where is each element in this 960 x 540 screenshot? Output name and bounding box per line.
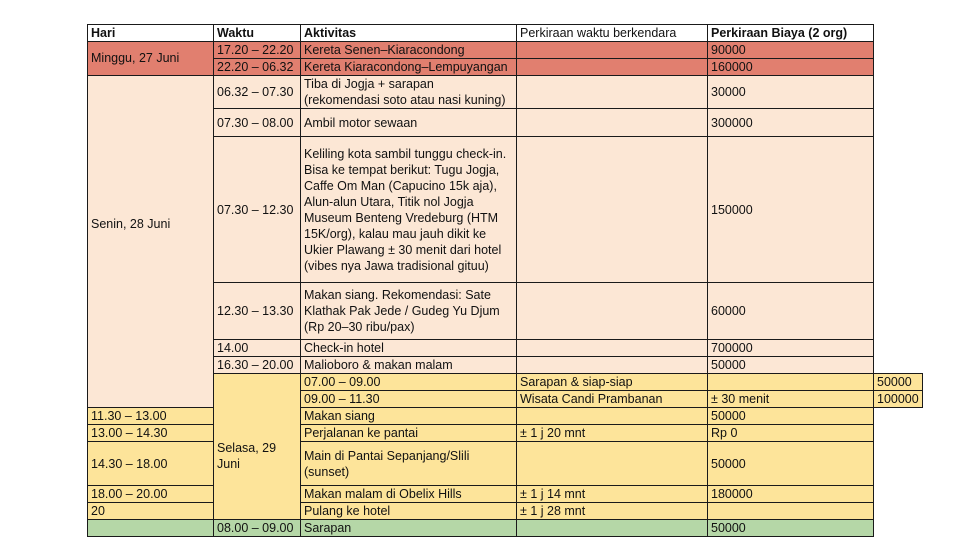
biaya-cell [708,503,874,520]
berkendara-cell: ± 1 j 20 mnt [517,425,708,442]
table-row [88,283,923,340]
table-row [88,76,923,109]
berkendara-cell [517,59,708,76]
waktu-cell: 13.00 – 14.30 [88,425,214,442]
table-row [88,408,923,425]
berkendara-cell [708,374,874,391]
biaya-cell: 60000 [708,283,874,340]
berkendara-cell: ± 1 j 14 mnt [517,486,708,503]
biaya-cell: 180000 [708,486,874,503]
aktivitas-cell: Keliling kota sambil tunggu check-in. Bisa ke tempat berikut: Tugu Jogja, Caffe Om Man (Capucino 15k aja), Alun-alun Utara, Titik nol Jogja Museum Benteng Vredeburg (HTM 15K/org), kalau mau jauh dikit ke Ukier Plawang ± 30 menit dari hotel (vibes nya Jawa tradisional gituu) [301,137,517,283]
header-waktu: Waktu [214,25,301,42]
table-row [88,109,923,137]
day-cell-rabu [88,520,214,537]
berkendara-cell [517,442,708,486]
aktivitas-cell: Wisata Candi Prambanan [517,391,708,408]
berkendara-cell [517,283,708,340]
aktivitas-cell: Malioboro & makan malam [301,357,517,374]
berkendara-cell: ± 30 menit [708,391,874,408]
aktivitas-cell: Kereta Senen–Kiaracondong [301,42,517,59]
aktivitas-cell: Tiba di Jogja + sarapan (rekomendasi soto atau nasi kuning) [301,76,517,109]
berkendara-cell [517,340,708,357]
waktu-cell: 17.20 – 22.20 [214,42,301,59]
waktu-cell: 07.30 – 08.00 [214,109,301,137]
table-row [88,486,923,503]
day-cell-selasa: Selasa, 29 Juni [214,374,301,520]
waktu-cell: 18.00 – 20.00 [88,486,214,503]
biaya-cell: 300000 [708,109,874,137]
aktivitas-cell: Ambil motor sewaan [301,109,517,137]
itinerary-table [87,24,923,537]
biaya-cell: 50000 [708,442,874,486]
table-row [88,340,923,357]
aktivitas-cell: Makan siang. Rekomendasi: Sate Klathak Pak Jede / Gudeg Yu Djum (Rp 20–30 ribu/pax) [301,283,517,340]
biaya-cell: Rp 0 [708,425,874,442]
waktu-cell: 14.30 – 18.00 [88,442,214,486]
berkendara-cell [517,42,708,59]
waktu-cell: 07.00 – 09.00 [301,374,517,391]
table-row [88,520,923,537]
aktivitas-cell: Sarapan & siap-siap [517,374,708,391]
waktu-cell: 16.30 – 20.00 [214,357,301,374]
table-row [88,137,923,283]
biaya-cell: 50000 [708,520,874,537]
biaya-cell: 50000 [874,374,923,391]
waktu-cell: 08.00 – 09.00 [214,520,301,537]
waktu-cell: 22.20 – 06.32 [214,59,301,76]
header-row [88,25,923,42]
aktivitas-cell: Makan malam di Obelix Hills [301,486,517,503]
waktu-cell: 14.00 [214,340,301,357]
aktivitas-cell: Kereta Kiaracondong–Lempuyangan [301,59,517,76]
aktivitas-cell: Perjalanan ke pantai [301,425,517,442]
table-row [88,42,923,59]
biaya-cell: 160000 [708,59,874,76]
day-cell-minggu: Minggu, 27 Juni [88,42,214,76]
day-cell-senin: Senin, 28 Juni [88,76,214,408]
berkendara-cell [517,76,708,109]
berkendara-cell [517,408,708,425]
header-perkiraan-waktu: Perkiraan waktu berkendara [517,25,708,42]
table-row [88,59,923,76]
waktu-cell: 12.30 – 13.30 [214,283,301,340]
biaya-cell: 50000 [708,357,874,374]
aktivitas-cell: Pulang ke hotel [301,503,517,520]
aktivitas-cell: Makan siang [301,408,517,425]
header-hari: Hari [88,25,214,42]
biaya-cell: 90000 [708,42,874,59]
table-row [88,374,923,391]
header-perkiraan-biaya: Perkiraan Biaya (2 org) [708,25,874,42]
waktu-cell: 20 [88,503,214,520]
berkendara-cell [517,357,708,374]
table-row [88,442,923,486]
berkendara-cell [517,520,708,537]
berkendara-cell [517,109,708,137]
biaya-cell: 50000 [708,408,874,425]
waktu-cell: 11.30 – 13.00 [88,408,214,425]
table-row [88,357,923,374]
waktu-cell: 09.00 – 11.30 [301,391,517,408]
header-aktivitas: Aktivitas [301,25,517,42]
aktivitas-cell: Main di Pantai Sepanjang/Slili (sunset) [301,442,517,486]
biaya-cell: 100000 [874,391,923,408]
table-row [88,503,923,520]
berkendara-cell [517,137,708,283]
aktivitas-cell: Check-in hotel [301,340,517,357]
waktu-cell: 07.30 – 12.30 [214,137,301,283]
table-row [88,425,923,442]
waktu-cell: 06.32 – 07.30 [214,76,301,109]
biaya-cell: 700000 [708,340,874,357]
biaya-cell: 30000 [708,76,874,109]
aktivitas-cell: Sarapan [301,520,517,537]
biaya-cell: 150000 [708,137,874,283]
berkendara-cell: ± 1 j 28 mnt [517,503,708,520]
